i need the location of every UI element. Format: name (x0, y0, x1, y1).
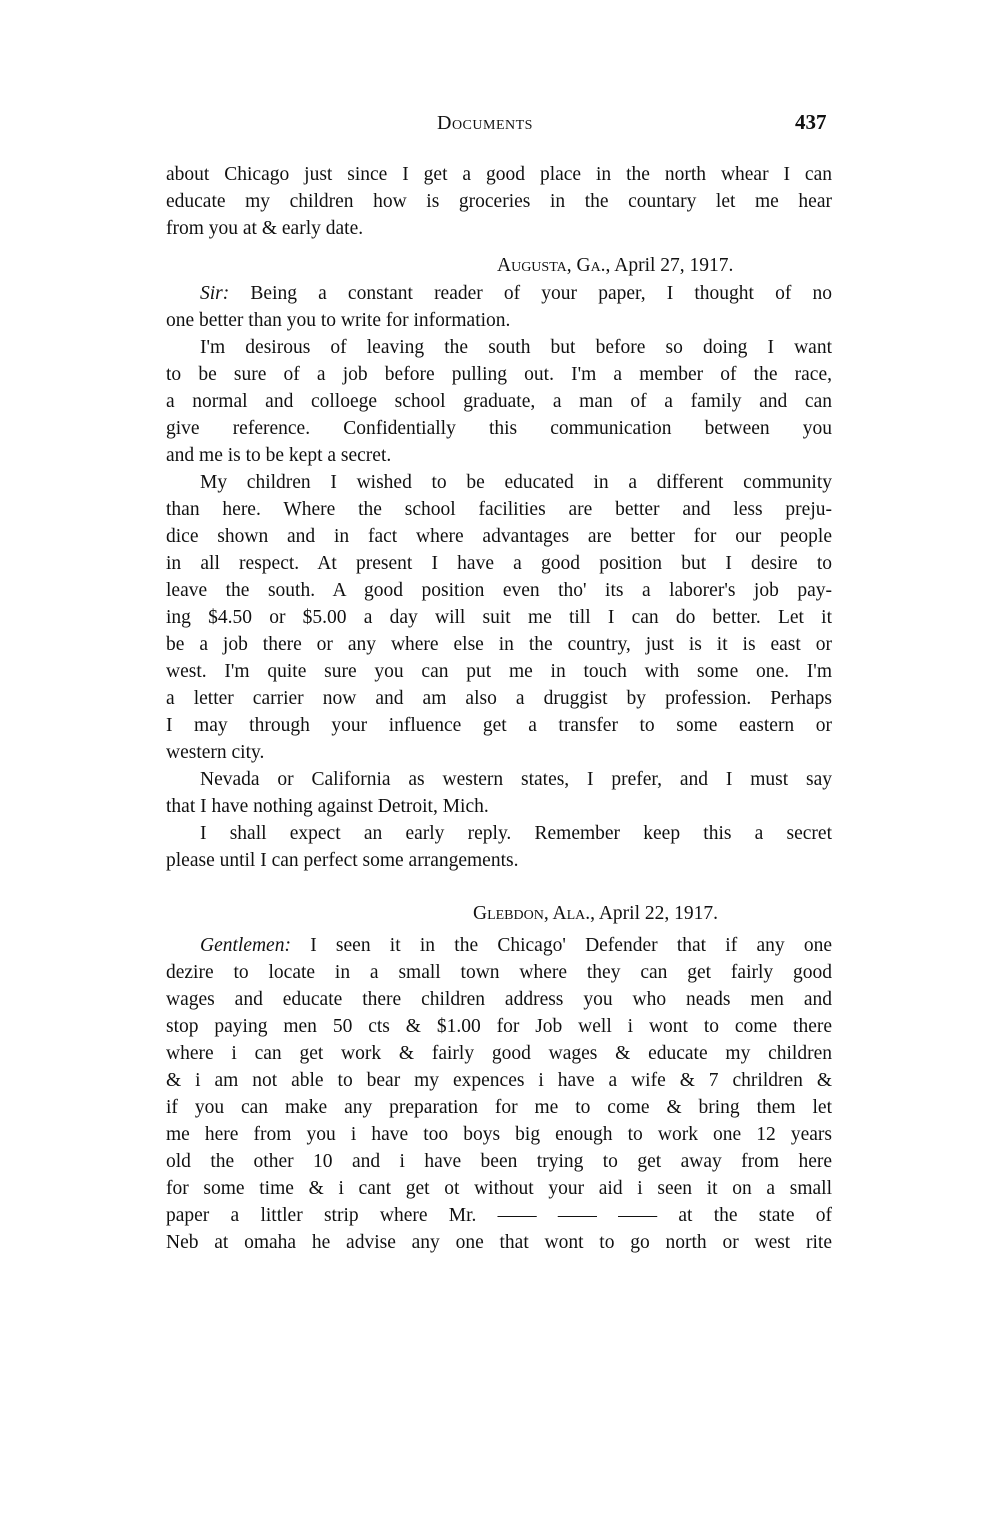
text-line: My children I wished to be educated in a different community (200, 472, 832, 493)
letter-body (166, 280, 832, 874)
text-line: than here. Where the school facilities are better and less preju- (166, 499, 832, 520)
text-line: wages and educate there children address you who neads men and (166, 989, 832, 1010)
text-line: about Chicago just since I get a good place in the north whear I can (166, 164, 832, 185)
text-line (166, 280, 832, 307)
text-line: I'm desirous of leaving the south but before so doing I want (200, 337, 832, 358)
text-line: if you can make any preparation for me to come & bring them let (166, 1097, 832, 1118)
continued-letter-text (166, 161, 832, 242)
salutation: Gentlemen: (200, 935, 291, 956)
text-line: please until I can perfect some arrangements. (166, 850, 519, 871)
text-line-body: I seen it in the Chicago' Defender that if any one (310, 935, 832, 956)
text-line: I shall expect an early reply. Remember keep this a secret (200, 823, 832, 844)
text-line: me here from you i have too boys big enough to work one 12 years (166, 1124, 832, 1145)
letter-body (166, 932, 832, 1256)
text-line: dezire to locate in a small town where they can get fairly good (166, 962, 832, 983)
text-line: Nevada or California as western states, I prefer, and I must say (200, 769, 832, 790)
text-line: western city. (166, 742, 265, 763)
text-line: and me is to be kept a secret. (166, 445, 392, 466)
text-line: west. I'm quite sure you can put me in touch with some one. I'm (166, 661, 832, 682)
text-line: ing $4.50 or $5.00 a day will suit me till I can do better. Let it (166, 607, 832, 628)
text-line (166, 932, 832, 959)
text-line: dice shown and in fact where advantages are better for our people (166, 526, 832, 547)
text-line-body: Being a constant reader of your paper, I thought of no (250, 283, 832, 304)
text-line: give reference. Confidentially this communication between you (166, 418, 832, 439)
text-line: leave the south. A good position even tho' its a laborer's job pay- (166, 580, 832, 601)
salutation: Sir: (200, 283, 230, 304)
letter-date: April 22, 1917. (598, 903, 719, 924)
text-line: one better than you to write for information. (166, 310, 511, 331)
text-line: be a job there or any where else in the country, just is it is east or (166, 634, 832, 655)
letter-place: Augusta, Ga., (497, 255, 611, 276)
text-line: in all respect. At present I have a good position but I desire to (166, 553, 832, 574)
text-line: a normal and colloege school graduate, a man of a family and can (166, 391, 832, 412)
text-line: from you at & early date. (166, 218, 364, 239)
text-line: for some time & i cant get ot without your aid i seen it on a small (166, 1178, 832, 1199)
running-header-title: Documents (437, 112, 533, 134)
text-line: to be sure of a job before pulling out. I'm a member of the race, (166, 364, 832, 385)
text-line: I may through your influence get a transfer to some eastern or (166, 715, 832, 736)
letter-date: April 27, 1917. (614, 255, 734, 276)
letter-place: Glebdon, Ala., (473, 903, 596, 924)
letter-dateline (497, 252, 733, 279)
page-number: 437 (795, 110, 827, 134)
text-line: a letter carrier now and am also a druggist by profession. Perhaps (166, 688, 832, 709)
text-line: old the other 10 and i have been trying to get away from here (166, 1151, 832, 1172)
text-line: stop paying men 50 cts & $1.00 for Job well i wont to come there (166, 1016, 832, 1037)
text-line: paper a littler strip where Mr. —— —— —— at the state of (166, 1205, 832, 1226)
text-line: & i am not able to bear my expences i have a wife & 7 chrildren & (166, 1070, 832, 1091)
letter-dateline (473, 900, 718, 927)
text-line: educate my children how is groceries in the countary let me hear (166, 191, 832, 212)
text-line: where i can get work & fairly good wages & educate my children (166, 1043, 832, 1064)
text-line: Neb at omaha he advise any one that wont to go north or west rite (166, 1232, 832, 1253)
text-line: that I have nothing against Detroit, Mich. (166, 796, 489, 817)
